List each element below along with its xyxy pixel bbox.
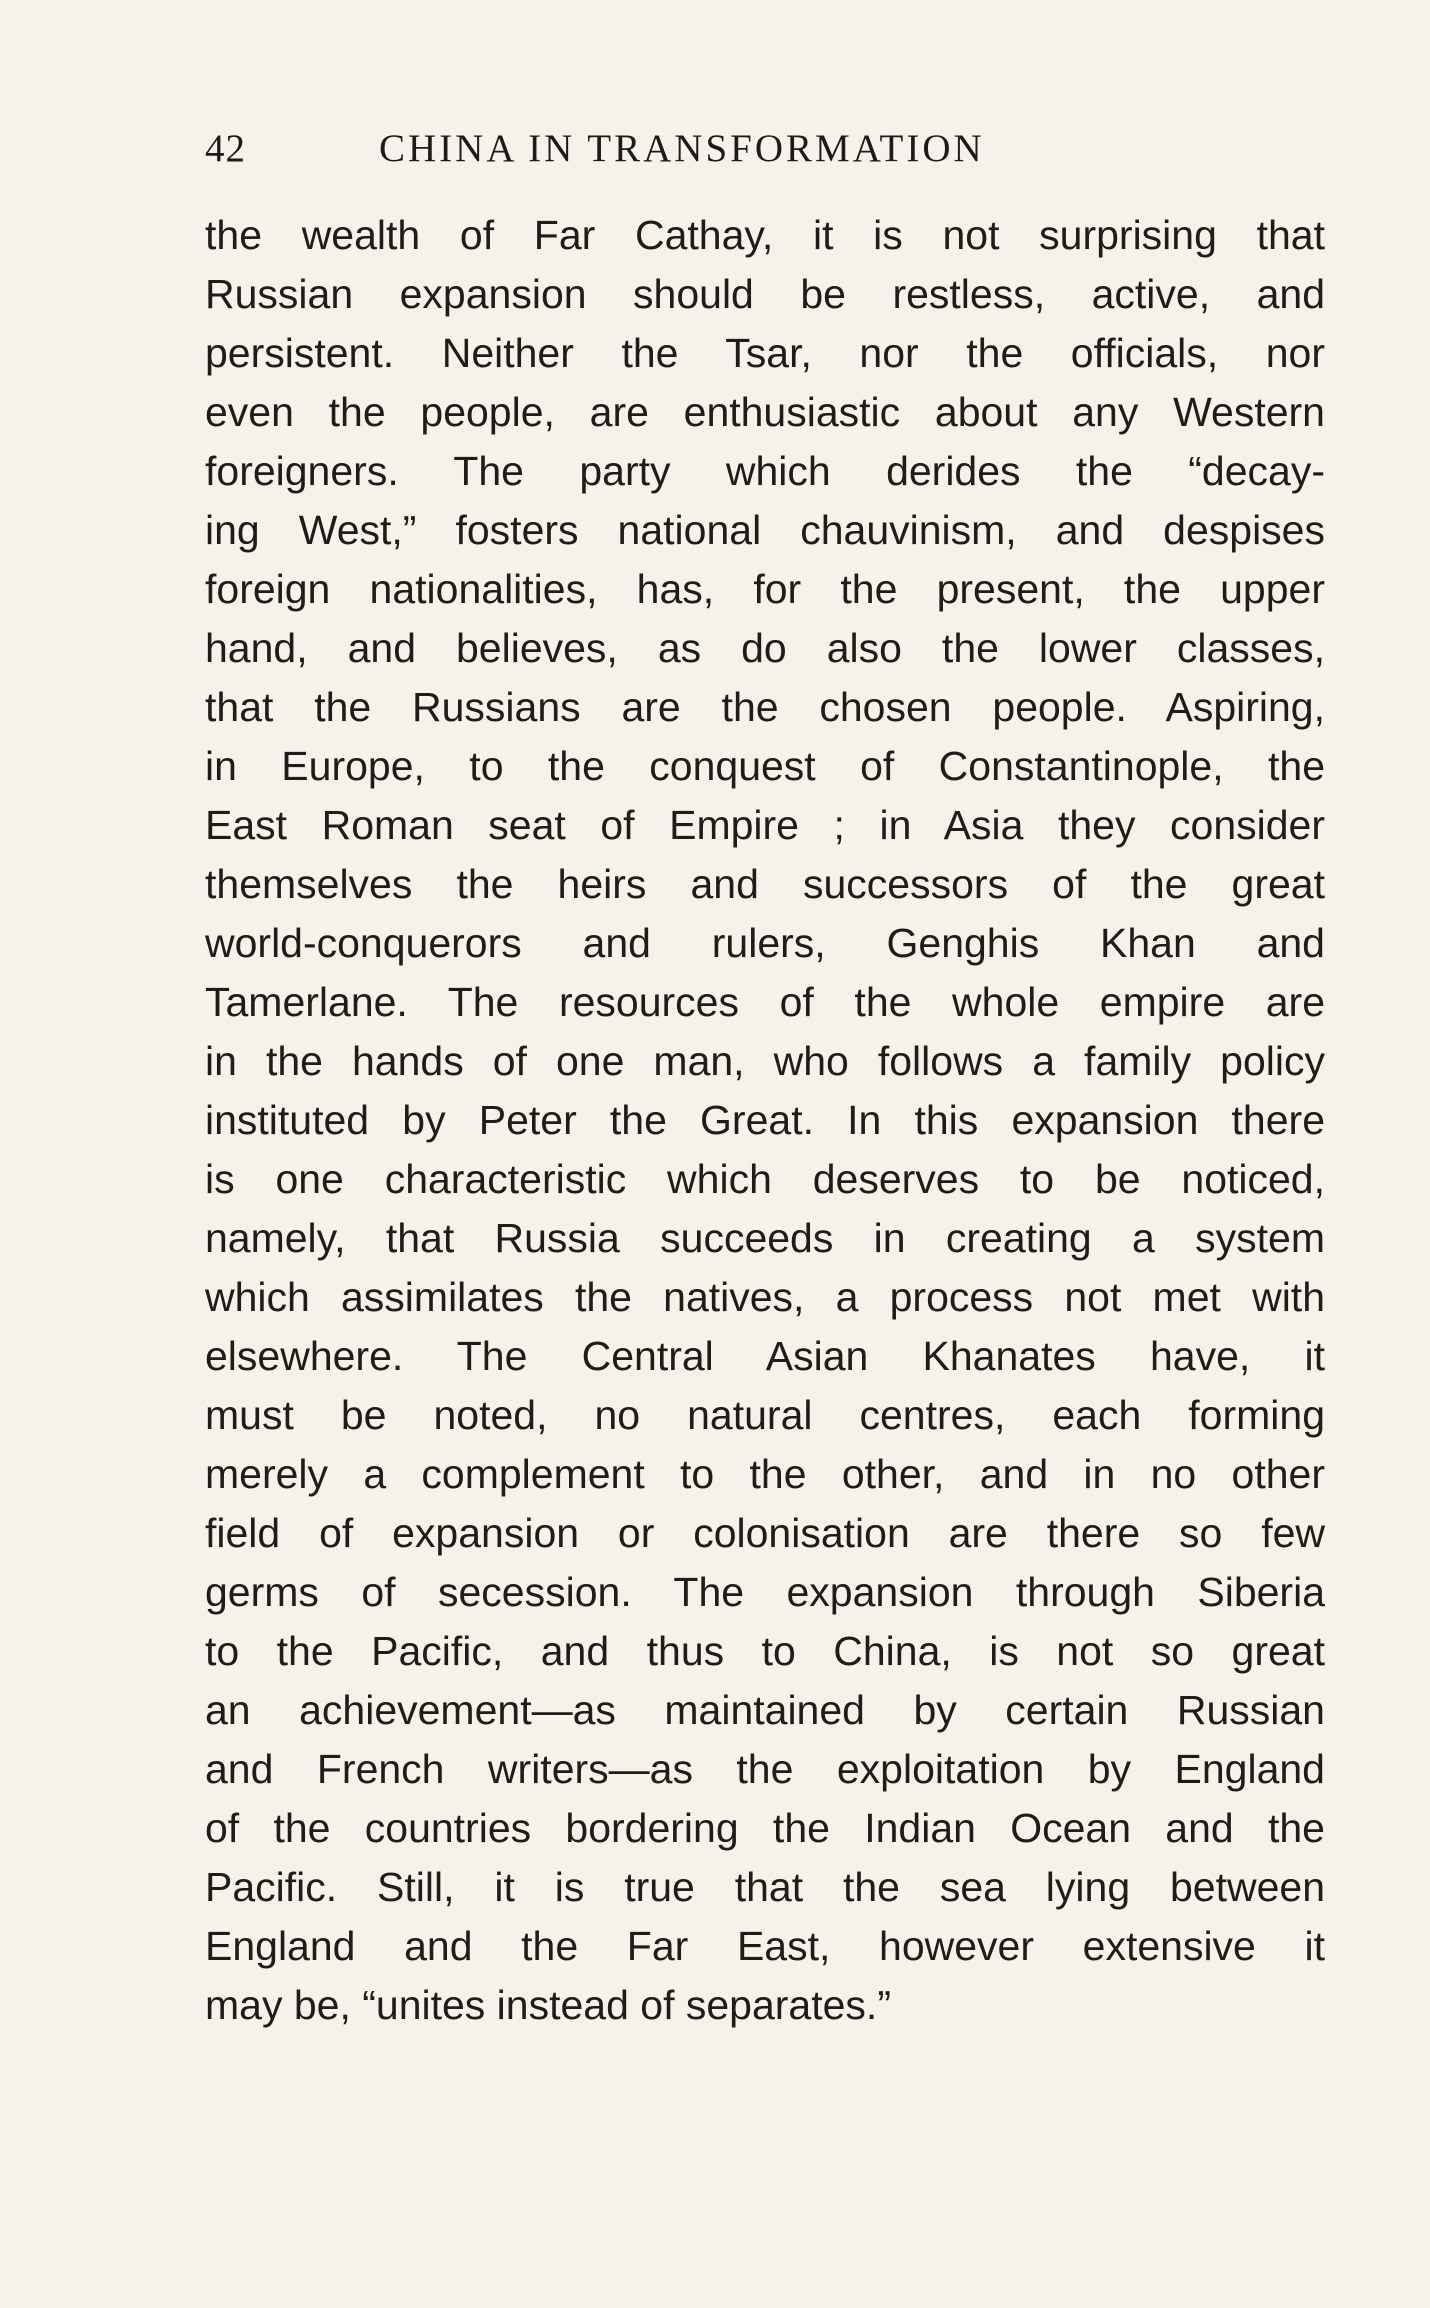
text-line: which assimilates the natives, a process not met with xyxy=(205,1274,1325,1320)
text-line: Tamerlane. The resources of the whole empire are xyxy=(205,979,1325,1025)
text-line: ing West,” fosters national chauvinism, and despises xyxy=(205,507,1325,553)
text-line: East Roman seat of Empire ; in Asia they consider xyxy=(205,802,1325,848)
text-line: Russian expansion should be restless, active, and xyxy=(205,271,1325,317)
text-line: elsewhere. The Central Asian Khanates have, it xyxy=(205,1333,1325,1379)
book-title: CHINA IN TRANSFORMATION xyxy=(379,127,985,170)
text-line: in Europe, to the conquest of Constantinople, the xyxy=(205,743,1325,789)
text-line: in the hands of one man, who follows a family policy xyxy=(205,1038,1325,1084)
text-line: germs of secession. The expansion through Siberia xyxy=(205,1569,1325,1615)
page-number: 42 xyxy=(205,127,246,170)
text-line: foreigners. The party which derides the “decay- xyxy=(205,448,1325,494)
text-line: persistent. Neither the Tsar, nor the officials, nor xyxy=(205,330,1325,376)
text-line: an achievement—as maintained by certain Russian xyxy=(205,1687,1325,1733)
text-line: and French writers—as the exploitation by England xyxy=(205,1746,1325,1792)
text-line: themselves the heirs and successors of the great xyxy=(205,861,1325,907)
text-line: foreign nationalities, has, for the present, the upper xyxy=(205,566,1325,612)
text-line: may be, “unites instead of separates.” xyxy=(205,1982,891,2028)
text-line: the wealth of Far Cathay, it is not surprising that xyxy=(205,212,1325,258)
body-paragraph xyxy=(205,206,1325,2035)
text-line: of the countries bordering the Indian Ocean and the xyxy=(205,1805,1325,1851)
text-line: hand, and believes, as do also the lower classes, xyxy=(205,625,1325,671)
text-line: merely a complement to the other, and in no other xyxy=(205,1451,1325,1497)
text-line: even the people, are enthusiastic about any Western xyxy=(205,389,1325,435)
text-line: England and the Far East, however extensive it xyxy=(205,1923,1325,1969)
text-line: namely, that Russia succeeds in creating a system xyxy=(205,1215,1325,1261)
text-line: instituted by Peter the Great. In this expansion there xyxy=(205,1097,1325,1143)
text-line: to the Pacific, and thus to China, is not so great xyxy=(205,1628,1325,1674)
text-line: must be noted, no natural centres, each forming xyxy=(205,1392,1325,1438)
text-line: field of expansion or colonisation are there so few xyxy=(205,1510,1325,1556)
text-line: that the Russians are the chosen people. Aspiring, xyxy=(205,684,1325,730)
text-line: Pacific. Still, it is true that the sea lying between xyxy=(205,1864,1325,1910)
text-line: is one characteristic which deserves to be noticed, xyxy=(205,1156,1325,1202)
text-line: world-conquerors and rulers, Genghis Khan and xyxy=(205,920,1325,966)
running-head xyxy=(205,126,1305,186)
